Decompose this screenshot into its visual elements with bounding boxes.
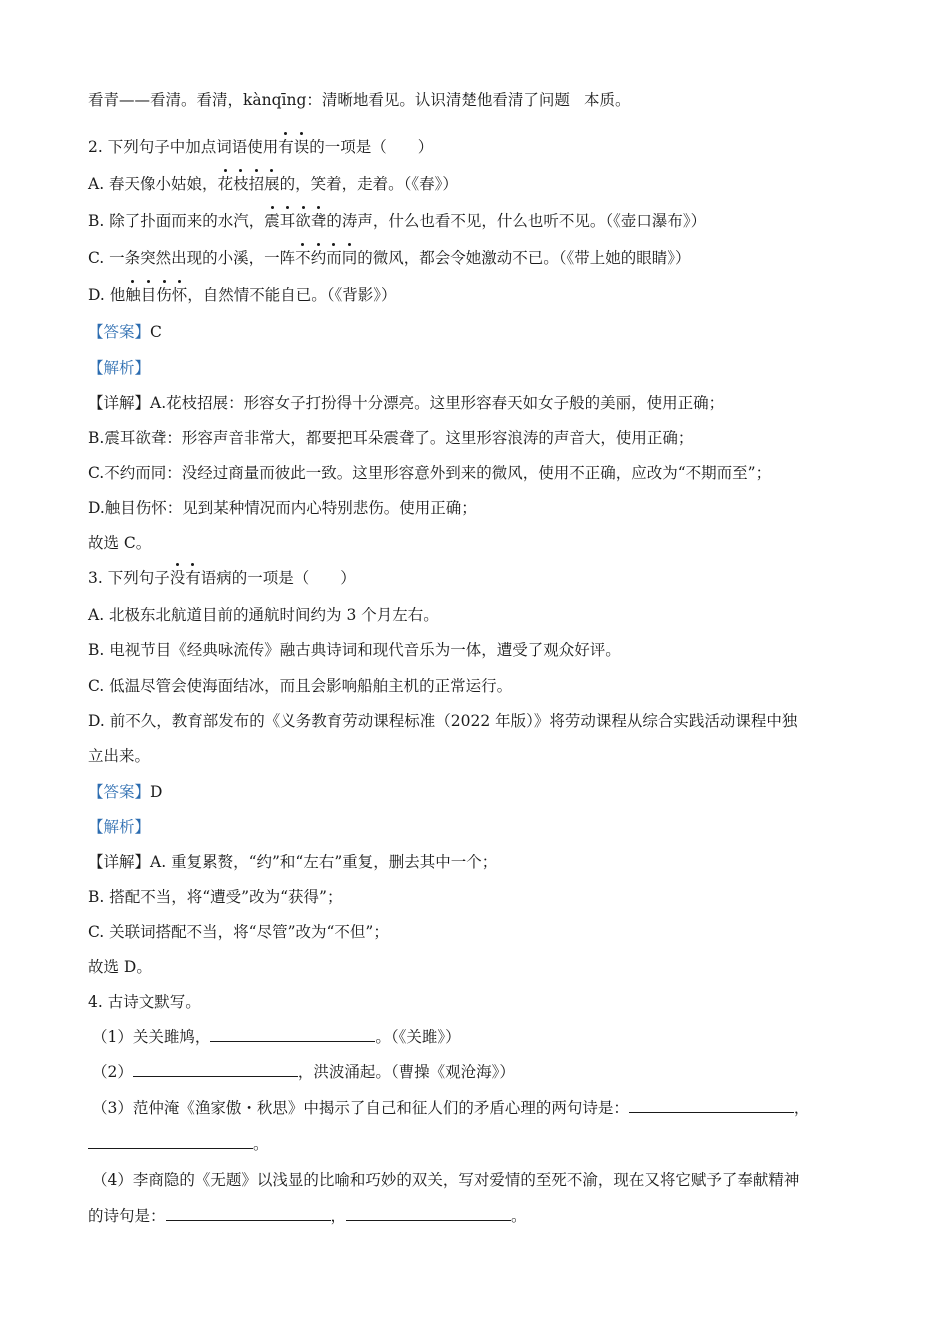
- option-b: B. 除了扑面而来的水汽，震耳欲聋的涛声，什么也看不见，什么也听不见。（《壶口瀑布》）: [88, 212, 707, 230]
- detail-line: 【详解】A. 重复累赘，“约”和“左右”重复，删去其中一个；: [88, 853, 498, 871]
- answer-blank[interactable]: [166, 1206, 331, 1221]
- analysis-tag: 【解析】: [88, 359, 151, 377]
- option-d: D. 前不久，教育部发布的《义务教育劳动课程标准（2022 年版）》将劳动课程从综合实践活动课程中独: [88, 712, 798, 730]
- question-2-stem: 2. 下列句子中加点词语使用有误的一项是（ ）: [88, 138, 434, 156]
- answer-line: [88, 782, 162, 802]
- option-b: B. 电视节目《经典咏流传》融古典诗词和现代音乐为一体，遭受了观众好评。: [88, 641, 621, 659]
- recite-item-4: （4）李商隐的《无题》以浅显的比喻和巧妙的双关，写对爱情的至死不渝，现在又将它赋予了奉献精神: [92, 1171, 800, 1189]
- text-line: 看青——看清。看清，kànqīng：清晰地看见。认识清楚他看清了问题 本质。: [88, 91, 631, 109]
- answer-blank[interactable]: [629, 1098, 794, 1113]
- answer-tag: 【答案】: [88, 783, 151, 801]
- detail-line: B. 搭配不当，将“遭受”改为“获得”；: [88, 888, 343, 906]
- answer-blank[interactable]: [133, 1062, 298, 1077]
- option-a: A. 春天像小姑娘，花枝招展的，笑着，走着。（《春》）: [88, 175, 458, 193]
- conclusion: 故选 D。: [88, 958, 152, 976]
- detail-line: D.触目伤怀：见到某种情况而内心特别悲伤。使用正确；: [88, 499, 477, 517]
- answer-line: [88, 322, 162, 342]
- detail-line: C. 关联词搭配不当，将“尽管”改为“不但”；: [88, 923, 389, 941]
- detail-line: C.不约而同：没经过商量而彼此一致。这里形容意外到来的微风，使用不正确，应改为“不期而至”；: [88, 464, 772, 482]
- answer-blank[interactable]: [88, 1134, 253, 1149]
- answer-tag: 【答案】: [88, 323, 151, 341]
- option-d: D. 他触目伤怀，自然情不能自已。（《背影》）: [88, 286, 397, 304]
- question-3-stem: 3. 下列句子没有语病的一项是（ ）: [88, 569, 356, 587]
- recite-item-2: （2） ，洪波涌起。（曹操《观沧海》）: [92, 1063, 515, 1081]
- detail-line: 【详解】A.花枝招展：形容女子打扮得十分漂亮。这里形容春天如女子般的美丽，使用正确；: [88, 394, 725, 412]
- recite-item-4-continued: 的诗句是： ， 。: [88, 1207, 527, 1225]
- answer-blank[interactable]: [346, 1206, 511, 1221]
- detail-line: B.震耳欲聋：形容声音非常大，都要把耳朵震聋了。这里形容浪涛的声音大，使用正确；: [88, 429, 694, 447]
- answer-blank[interactable]: [210, 1027, 375, 1042]
- recite-item-1: （1）关关雎鸠， 。（《关雎》）: [92, 1028, 461, 1046]
- analysis-tag: 【解析】: [88, 818, 151, 836]
- option-c: C. 低温尽管会使海面结冰，而且会影响船舶主机的正常运行。: [88, 677, 513, 695]
- conclusion: 故选 C。: [88, 534, 152, 552]
- recite-item-3: （3）范仲淹《渔家傲・秋思》中揭示了自己和征人们的矛盾心理的两句诗是： ，: [92, 1099, 810, 1117]
- option-c: C. 一条突然出现的小溪，一阵不约而同的微风，都会令她激动不已。（《带上她的眼睛》）: [88, 249, 691, 267]
- option-a: A. 北极东北航道目前的通航时间约为 3 个月左右。: [88, 606, 439, 624]
- answer-value: D: [150, 783, 163, 801]
- answer-value: C: [150, 323, 162, 341]
- recite-item-3-continued: 。: [88, 1134, 269, 1154]
- question-4-stem: 4. 古诗文默写。: [88, 993, 201, 1011]
- option-d-continued: 立出来。: [88, 747, 151, 765]
